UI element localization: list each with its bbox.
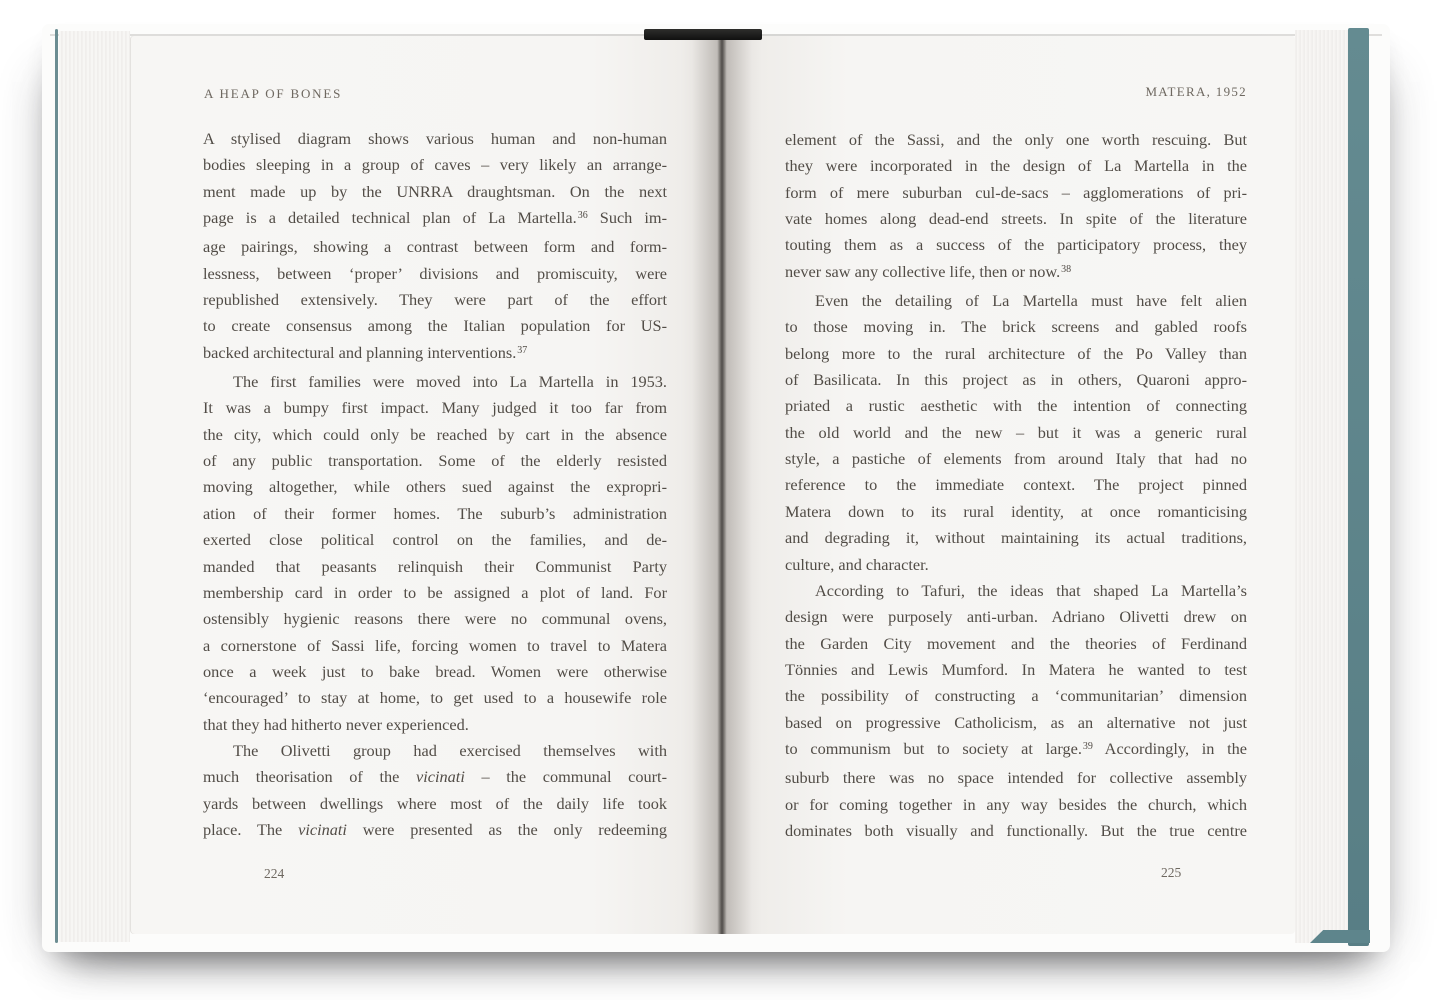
text-line: yards between dwellings where most of the daily life took xyxy=(203,793,667,813)
text-line: based on progressive Catholicism, as an alternative not just xyxy=(785,712,1247,732)
left-page-number: 224 xyxy=(264,866,285,881)
left-page-text xyxy=(203,126,667,843)
text-line: exerted close political control on the families, and de- xyxy=(203,530,667,550)
cover-board-right xyxy=(1348,28,1369,946)
text-line: reference to the immediate context. The project pinned xyxy=(785,475,1247,495)
text-line: republished extensively. They were part of the effort xyxy=(203,290,667,310)
cover-board-left-edge xyxy=(55,29,58,943)
footnote-marker: 36 xyxy=(577,210,588,222)
text-line: never saw any collective life, then or now.$^{38}$ xyxy=(785,261,1072,281)
text-line: bodies sleeping in a group of caves – very likely an arrange- xyxy=(203,155,667,175)
text-line: moving altogether, while others sued against the expropri- xyxy=(203,477,667,497)
text-line: much theorisation of the vicinati – the communal court- xyxy=(203,767,667,787)
text-line: Tönnies and Lewis Mumford. In Matera he wanted to test xyxy=(785,659,1247,679)
text-line: they were incorporated in the design of La Martella in the xyxy=(785,156,1247,176)
text-line: ‘encouraged’ to stay at home, to get used to a housewife role xyxy=(203,688,667,708)
text-line: to create consensus among the Italian population for US- xyxy=(203,316,667,336)
left-running-header: A HEAP OF BONES xyxy=(204,86,343,101)
spine-headband xyxy=(644,29,762,40)
text-line: style, a pastiche of elements from around Italy that had no xyxy=(785,449,1247,469)
text-line: membership card in order to be assigned a plot of land. For xyxy=(203,582,667,602)
text-line: backed architectural and planning interventions.$^{37}$ xyxy=(203,342,528,362)
text-line: dominates both visually and functionally. But the true centre xyxy=(785,820,1247,840)
right-page-number: 225 xyxy=(1161,865,1182,880)
text-line: suburb there was no space intended for collective assembly xyxy=(785,768,1247,788)
text-line: Matera down to its rural identity, at once romanticising xyxy=(785,501,1247,521)
text-line: the possibility of constructing a ‘communitarian’ dimension xyxy=(785,686,1247,706)
text-line: or for coming together in any way besides the church, which xyxy=(785,794,1247,814)
text-line: belong more to the rural architecture of the Po Valley than xyxy=(785,343,1247,363)
text-line: touting them as a success of the participatory process, they xyxy=(785,235,1247,255)
text-line: ostensibly hygienic reasons there were no communal ovens, xyxy=(203,609,667,629)
text-line: and degrading it, without maintaining its actual traditions, xyxy=(785,528,1247,548)
text-line: Even the detailing of La Martella must have felt alien xyxy=(815,291,1247,311)
text-line: form of mere suburban cul-de-sacs – agglomerations of pri- xyxy=(785,182,1247,202)
text-line: of Basilicata. In this project as in others, Quaroni appro- xyxy=(785,370,1247,390)
footnote-marker: 39 xyxy=(1082,740,1093,752)
text-line: that they had hitherto never experienced. xyxy=(203,714,469,734)
text-line: place. The vicinati were presented as the only redeeming xyxy=(203,819,668,839)
page-edges-right xyxy=(1295,30,1348,943)
text-line: to communism but to society at large.$^{39}$ Accordingly, in the xyxy=(785,738,1247,758)
page-edges-left xyxy=(59,31,130,942)
text-line: age pairings, showing a contrast between form and form- xyxy=(203,237,667,257)
text-line: once a week just to bake bread. Women were otherwise xyxy=(203,661,667,681)
right-page-text xyxy=(785,127,1247,844)
text-line: of any public transportation. Some of the elderly resisted xyxy=(203,451,667,471)
text-line: page is a detailed technical plan of La Martella.$^{36}$ Such im- xyxy=(203,208,668,228)
text-line: lessness, between ‘proper’ divisions and promiscuity, were xyxy=(203,263,667,283)
text-line: ation of their former homes. The suburb’s administration xyxy=(203,503,667,523)
italic-term: vicinati xyxy=(298,819,347,839)
book-gutter xyxy=(692,36,752,934)
text-line: to those moving in. The brick screens and gabled roofs xyxy=(785,317,1247,337)
footnote-marker: 37 xyxy=(517,344,528,356)
text-line: According to Tafuri, the ideas that shaped La Martella’s xyxy=(815,580,1247,600)
text-line: design were purposely anti-urban. Adriano Olivetti drew on xyxy=(785,607,1247,627)
text-line: It was a bumpy first impact. Many judged it too far from xyxy=(203,398,667,418)
text-line: a cornerstone of Sassi life, forcing women to travel to Matera xyxy=(203,635,667,655)
italic-term: vicinati xyxy=(416,767,465,787)
text-line: A stylised diagram shows various human and non-human xyxy=(203,129,667,148)
text-line: the Garden City movement and the theories of Ferdinand xyxy=(785,633,1247,653)
text-line: The Olivetti group had exercised themselves with xyxy=(233,740,667,760)
text-line: element of the Sassi, and the only one worth rescuing. But xyxy=(785,130,1247,149)
text-line: the city, which could only be reached by cart in the absence xyxy=(203,424,667,444)
text-line: ment made up by the UNRRA draughtsman. On the next xyxy=(203,181,667,201)
text-line: the old world and the new – but it was a generic rural xyxy=(785,422,1247,442)
text-line: vate homes along dead-end streets. In spite of the literature xyxy=(785,209,1247,229)
right-running-header: MATERA, 1952 xyxy=(1145,84,1247,99)
text-line: culture, and character. xyxy=(785,554,929,574)
text-line: The first families were moved into La Martella in 1953. xyxy=(233,372,667,392)
footnote-marker: 38 xyxy=(1061,263,1072,275)
text-line: priated a rustic aesthetic with the intention of connecting xyxy=(785,396,1247,416)
text-line: manded that peasants relinquish their Communist Party xyxy=(203,556,667,576)
